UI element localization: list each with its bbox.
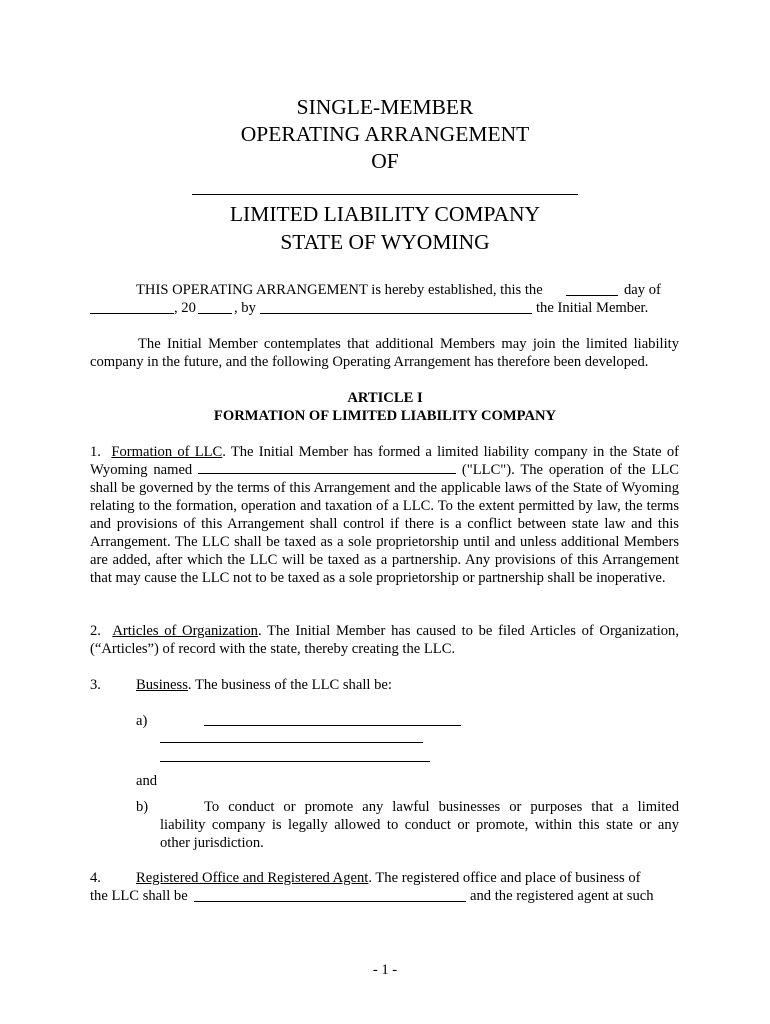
intro-p1-text-5: the Initial Member. — [536, 300, 649, 316]
and-text: and — [136, 773, 158, 789]
section-4-title: Registered Office and Registered Agent — [136, 870, 369, 886]
title-line-1: SINGLE-MEMBER — [296, 95, 474, 119]
section-1-paragraph — [90, 443, 679, 587]
intro-paragraph-2: The Initial Member contemplates that additional Members may join the limited liability company in the future, and the following Operating Arrangement has therefore been developed. — [90, 336, 679, 370]
day-blank — [566, 295, 618, 296]
business-blank-3 — [160, 761, 430, 762]
section-1-text-a: . The Initial Member has formed a limited liability company in the State of Wyoming named — [90, 444, 679, 478]
registered-office-blank — [194, 901, 466, 902]
section-3-text: . The business of the LLC shall be: — [187, 677, 392, 693]
section-4-number: 4. — [90, 870, 101, 886]
business-blank-2 — [160, 742, 423, 743]
section-4-text-1: . The registered office and place of business of — [368, 870, 641, 886]
section-2-title: Articles of Organization — [112, 623, 258, 639]
item-a-label: a) — [136, 713, 148, 729]
section-2-text: . The Initial Member has caused to be filed Articles of Organization, (“Articles”) of record with the state, thereby creating the LLC. — [90, 623, 679, 657]
page-number: - 1 - — [372, 962, 398, 978]
section-1-title: Formation of LLC — [111, 444, 223, 460]
section-4-heading — [136, 869, 641, 887]
title-line-2: OPERATING ARRANGEMENT — [240, 122, 530, 146]
intro-p1-text-3: , 20 — [174, 300, 196, 316]
title-line-5: STATE OF WYOMING — [280, 230, 490, 254]
section-3-title: Business — [136, 677, 188, 693]
section-1-text-b: ("LLC"). The operation of the LLC shall be governed by the terms of this Arrangement and the applicable laws of the State of Wyoming relating to the formation, operation and taxation of a LLC. To the extent permitted by law, the terms and provisions of this Arrangement shall control if there is a conflict between state law and this Arrangement. The LLC shall be taxed as a sole proprietorship until and unless additional Members are added, after which the LLC will be taxed as a partnership. Any provisions of this Arrangement that may cause the LLC not to be taxed as a sole proprietorship or partnership shall be inoperative. — [90, 462, 680, 586]
item-b-text-2: liability company is legally allowed to conduct or promote, within this state or any — [160, 817, 679, 833]
section-2-paragraph — [90, 622, 679, 658]
title-line-3: OF — [371, 149, 399, 173]
section-2-number: 2. — [90, 623, 101, 639]
intro-p1-text-4: , by — [234, 300, 256, 316]
section-4-text-2: the LLC shall be — [90, 888, 188, 904]
section-3-number: 3. — [90, 677, 101, 693]
section-1-number: 1. — [90, 444, 101, 460]
llc-name-blank — [198, 461, 456, 474]
item-b-label: b) — [136, 799, 149, 815]
business-blank-1 — [204, 725, 461, 726]
year-blank — [198, 313, 232, 314]
month-blank — [90, 313, 174, 314]
article-heading: ARTICLE I — [347, 390, 423, 406]
article-subheading: FORMATION OF LIMITED LIABILITY COMPANY — [213, 408, 557, 424]
section-3-heading — [136, 676, 392, 694]
company-name-blank — [192, 194, 578, 195]
item-b-text-3: other jurisdiction. — [160, 835, 264, 851]
intro-p1-text-2: day of — [624, 282, 661, 298]
intro-p1-text-1: THIS OPERATING ARRANGEMENT is hereby established, this the — [136, 282, 543, 298]
item-b-text-1: To conduct or promote any lawful businesses or purposes that a limited — [204, 799, 679, 815]
section-4-text-3: and the registered agent at such — [470, 888, 654, 904]
initial-member-blank — [260, 313, 532, 314]
title-line-4: LIMITED LIABILITY COMPANY — [229, 202, 541, 226]
